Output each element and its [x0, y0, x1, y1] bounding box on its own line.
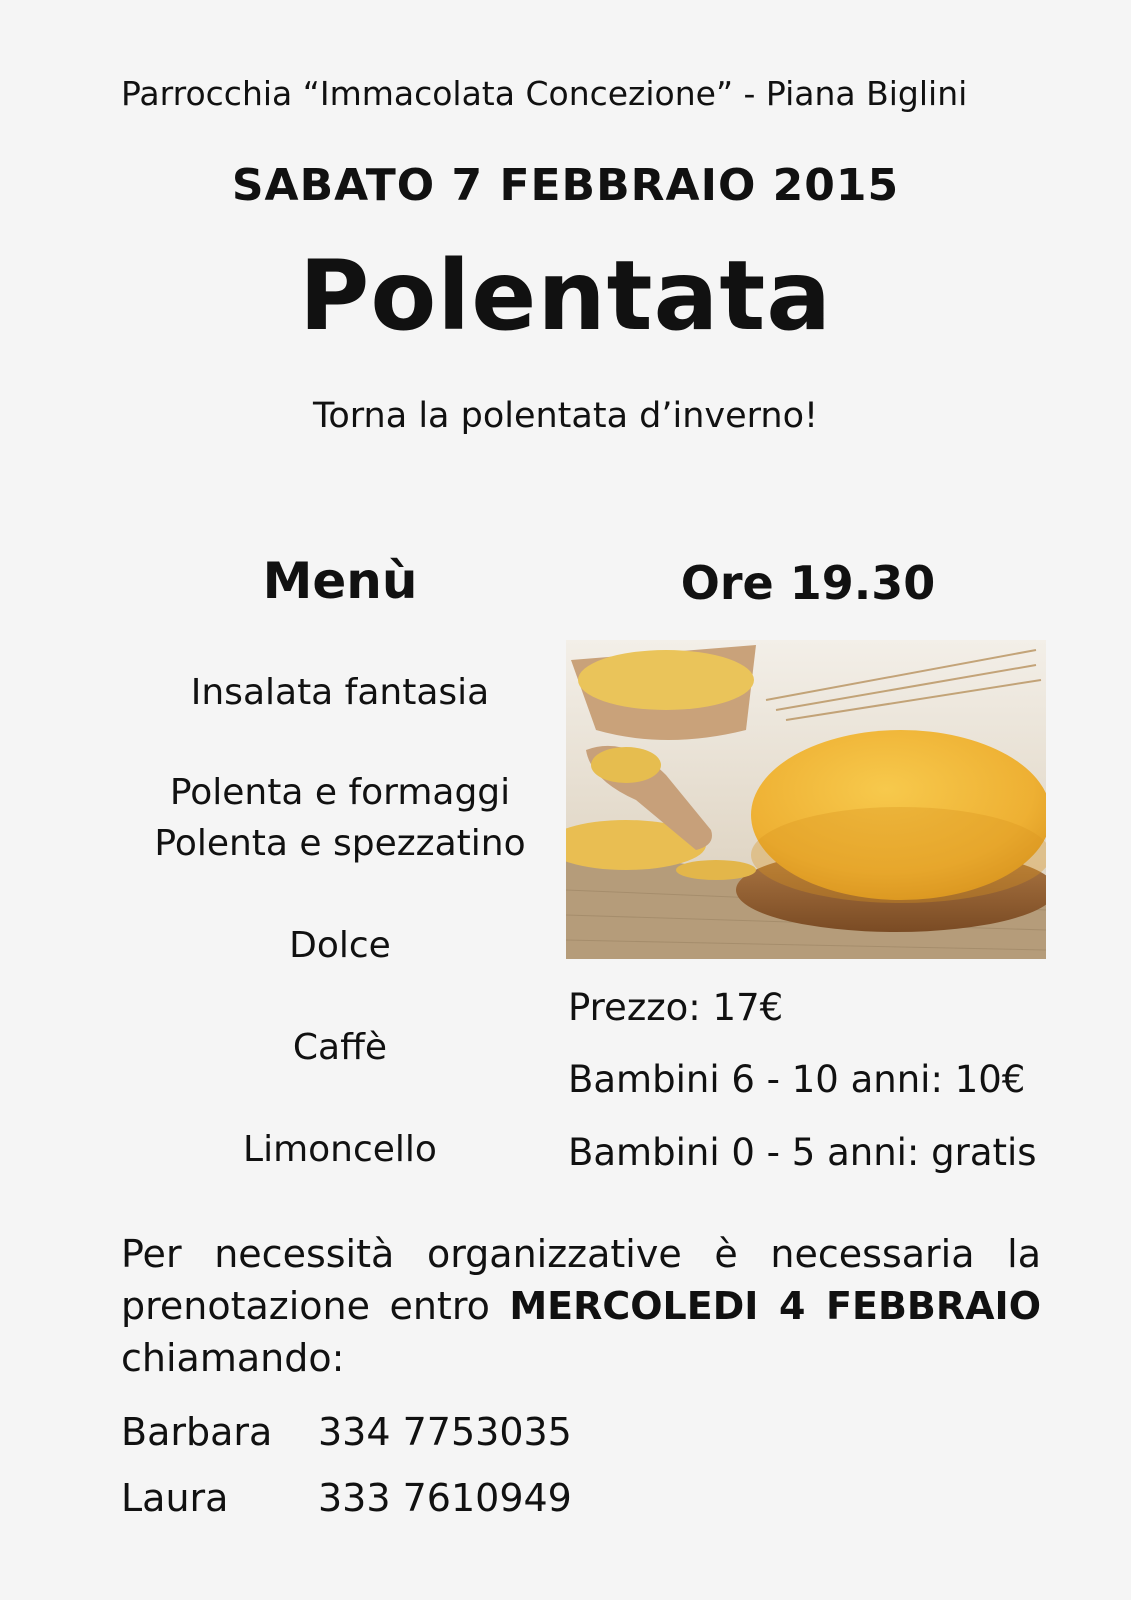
contact-name: Barbara [121, 1410, 273, 1454]
contact-phone: 333 7610949 [318, 1476, 572, 1520]
menu-item: Polenta e spezzatino [154, 823, 526, 864]
menu-title: Menù [262, 552, 418, 610]
price-children-6-10: Bambini 6 - 10 anni: 10€ [568, 1058, 1026, 1101]
reservation-notice [121, 1228, 1041, 1384]
notice-text-end: chiamando: [121, 1336, 345, 1380]
contact-name: Laura [121, 1476, 229, 1520]
subtitle: Torna la polentata d’inverno! [312, 396, 819, 436]
polenta-photo [566, 640, 1046, 959]
price-children-0-5: Bambini 0 - 5 anni: gratis [568, 1131, 1037, 1174]
menu-item: Limoncello [243, 1129, 437, 1170]
menu-item: Caffè [292, 1027, 388, 1068]
menu-item: Insalata fantasia [190, 672, 490, 713]
parish-name: Parrocchia “Immacolata Concezione” - Piana Biglini [121, 74, 968, 113]
contact-phone: 334 7753035 [318, 1410, 572, 1454]
notice-text: Per necessità organizzative è necessaria la prenotazione entro [121, 1232, 1041, 1328]
menu-item: Polenta e formaggi [169, 772, 511, 813]
event-time: Ore 19.30 [680, 556, 936, 610]
page-title: Polentata [298, 240, 832, 352]
event-date: SABATO 7 FEBBRAIO 2015 [231, 160, 900, 211]
price-adult: Prezzo: 17€ [568, 986, 784, 1029]
reservation-deadline: MERCOLEDI 4 FEBBRAIO [509, 1284, 1041, 1328]
menu-item: Dolce [289, 925, 391, 966]
